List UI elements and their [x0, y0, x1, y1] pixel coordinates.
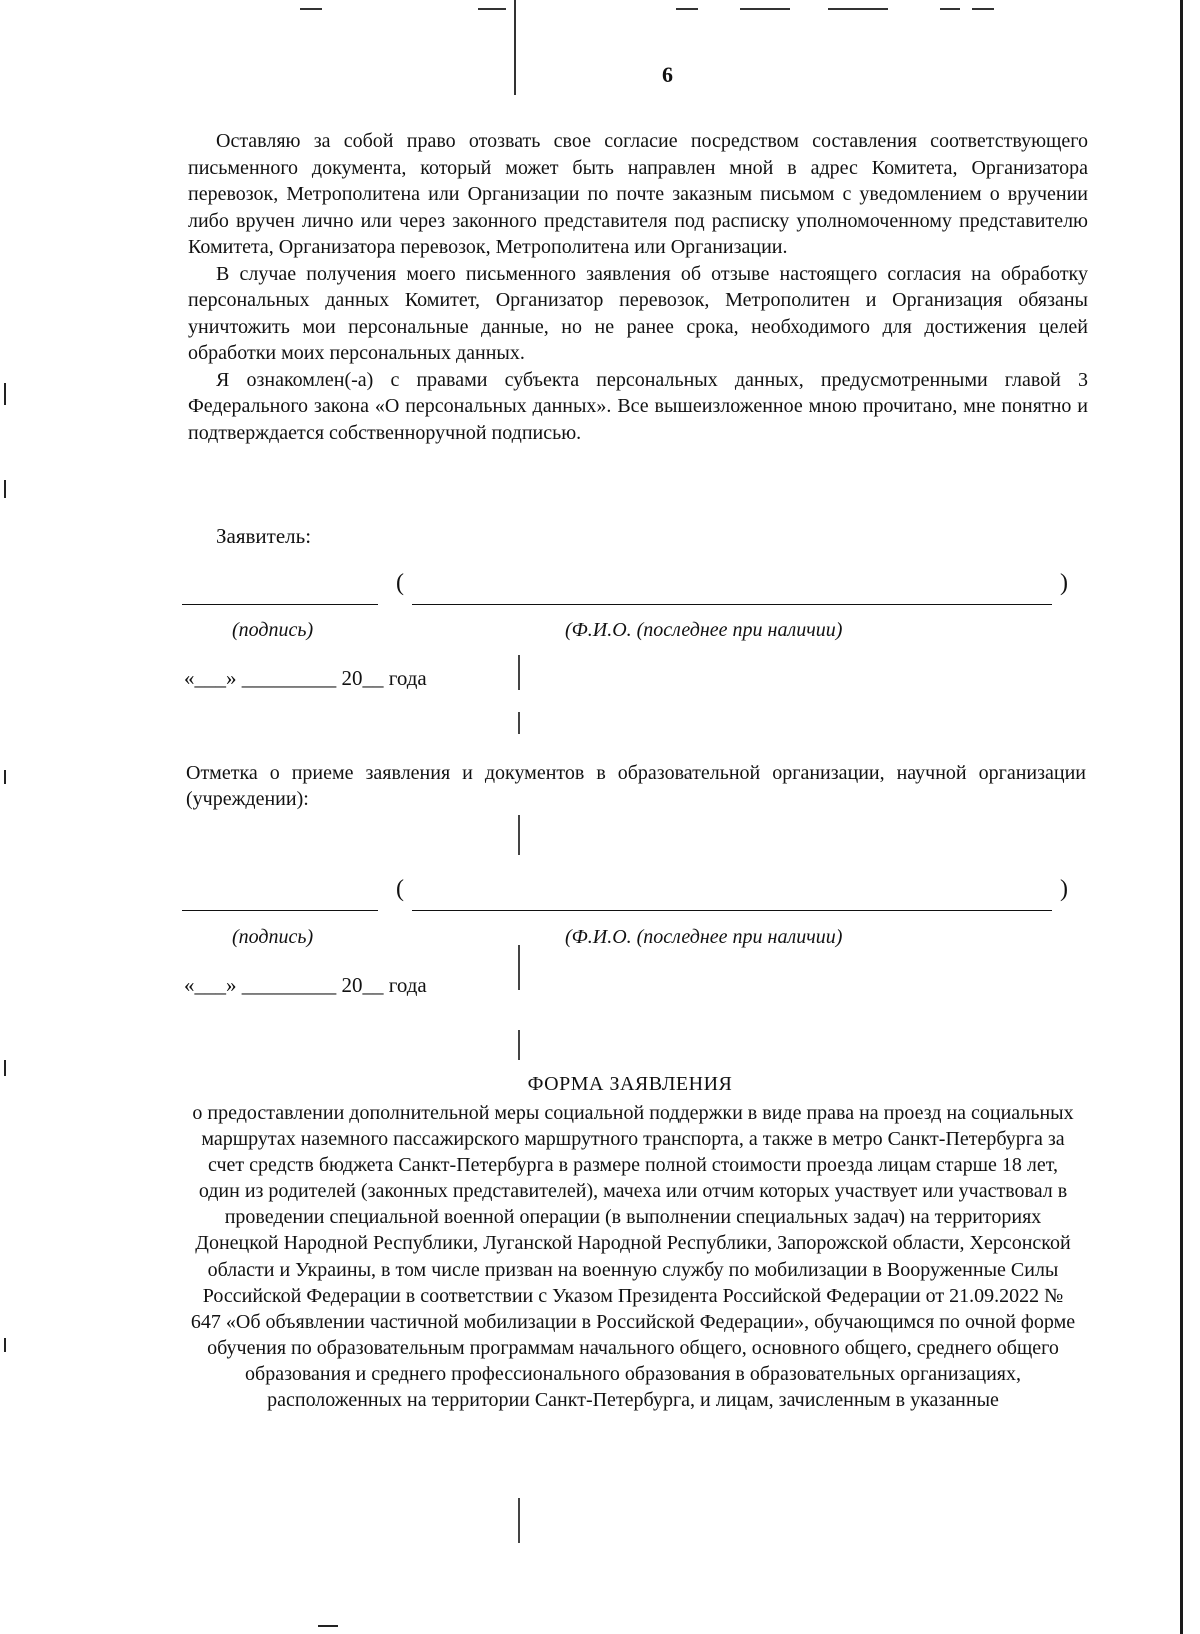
- paragraph: Я ознакомлен(-а) с правами субъекта персональных данных, предусмотренными главой 3 Федерального закона «О персональных данных». Все вышеизложенное мною прочитано, мне понятно и подтверждается собственноручной подписью.: [188, 368, 1088, 444]
- scan-mark: [676, 8, 698, 10]
- open-paren: (: [396, 570, 404, 596]
- signature-caption: (подпись): [232, 926, 314, 948]
- scan-fold-line: [518, 815, 520, 855]
- scan-edge: [1180, 0, 1183, 1634]
- full-name-field[interactable]: [412, 910, 1052, 911]
- scan-fold-line: [518, 655, 520, 690]
- scan-mark: [300, 8, 322, 10]
- page-number: 6: [662, 62, 673, 87]
- scan-fold-line: [518, 1498, 520, 1543]
- paragraph: Оставляю за собой право отозвать свое согласие посредством составления соответствующего письменного документа, который может быть направлен мной в адрес Комитета, Организатора перевозок, Метрополитена или Организации по почте заказным письмом с уведомлением о вручении либо вручен лично или через законного представителя под расписку уполномоченному представителю Комитета, Организатора перевозок, Метрополитена или Организации.: [188, 130, 1088, 258]
- close-paren: ): [1060, 570, 1068, 596]
- scan-mark: [4, 770, 6, 784]
- scan-fold-line: [518, 945, 520, 990]
- scan-mark: [740, 8, 790, 10]
- scan-mark: [4, 1338, 6, 1352]
- scan-mark: [4, 383, 6, 405]
- consent-text: [188, 128, 1088, 446]
- form-description: о предоставлении дополнительной меры социальной поддержки в виде права на проезд на социальных маршрутах наземного пассажирского маршрутного транспорта, а также в метро Санкт-Петербурга за счет средств бюджета Санкт-Петербурга в размере полной стоимости проезда лицам старше 18 лет, один из родителей (законных представителей), мачеха или отчим которых участвует или участвовал в проведении специальной военной операции (в выполнении специальных задач) на территориях Донецкой Народной Республики, Луганской Народной Республики, Запорожской области, Херсонской области и Украины, в том числе призван на военную службу по мобилизации в Вооруженные Силы Российской Федерации в соответствии с Указом Президента Российской Федерации от 21.09.2022 № 647 «Об объявлении частичной мобилизации в Российской Федерации», обучающимся по очной форме обучения по образовательным программам начального общего, основного общего, среднего общего образования и среднего профессионального образования в образовательных организациях, расположенных на территории Санкт-Петербурга, и лицам, зачисленным в указанные: [190, 1102, 1076, 1412]
- applicant-label: Заявитель:: [216, 524, 312, 548]
- form-title: ФОРМА ЗАЯВЛЕНИЯ: [527, 1073, 733, 1095]
- scan-fold-line: [518, 1030, 520, 1060]
- open-paren: (: [396, 876, 404, 902]
- date-line[interactable]: «___» _________ 20__ года: [184, 973, 427, 997]
- scan-mark: [478, 8, 506, 10]
- signature-field[interactable]: [182, 910, 378, 911]
- scan-mark: [972, 8, 994, 10]
- signature-caption: (подпись): [232, 619, 314, 641]
- receipt-mark-label: Отметка о приеме заявления и документов в образовательной организации, научной организации (учреждении):: [186, 762, 1086, 810]
- scan-fold-line: [518, 712, 520, 734]
- close-paren: ): [1060, 876, 1068, 902]
- paragraph: В случае получения моего письменного заявления об отзыве настоящего согласия на обработку персональных данных Комитет, Организатор перевозок, Метрополитен и Организация обязаны уничтожить мои персональные данные, но не ранее срока, необходимого для достижения целей обработки моих персональных данных.: [188, 262, 1088, 364]
- full-name-field[interactable]: [412, 604, 1052, 605]
- full-name-caption: (Ф.И.О. (последнее при наличии): [565, 619, 843, 641]
- scan-mark: [828, 8, 888, 10]
- full-name-caption: (Ф.И.О. (последнее при наличии): [565, 926, 843, 948]
- scan-mark: [318, 1625, 338, 1627]
- date-line[interactable]: «___» _________ 20__ года: [184, 666, 427, 690]
- signature-field[interactable]: [182, 604, 378, 605]
- scan-mark: [4, 480, 6, 498]
- scan-mark: [940, 8, 960, 10]
